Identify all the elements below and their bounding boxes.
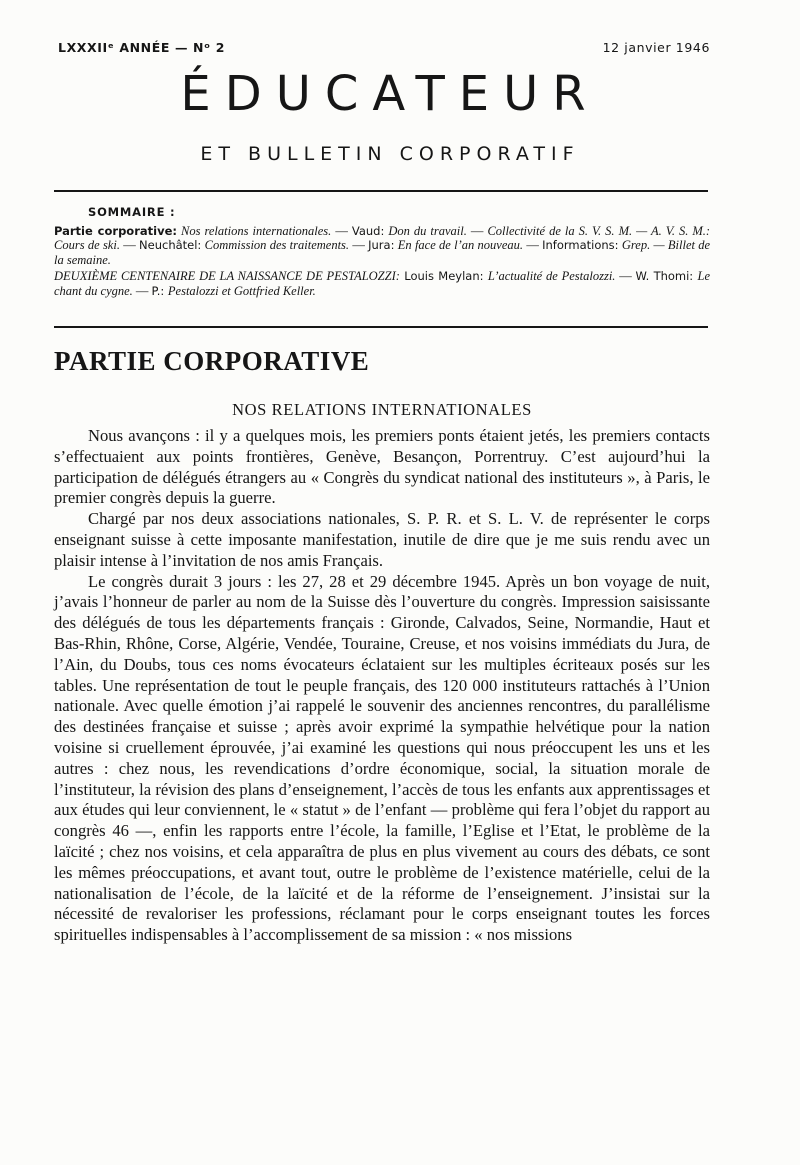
contents-author: P.: <box>151 283 168 298</box>
bottom-divider <box>54 326 708 328</box>
contents-item: Pestalozzi et Gottfried Keller. <box>167 283 316 298</box>
separator: — <box>132 283 152 298</box>
separator: — <box>349 238 369 252</box>
contents-entry-pestalozzi <box>54 269 710 298</box>
contents-item: L’actualité de Pestalozzi. <box>487 269 616 283</box>
separator: — <box>119 238 140 252</box>
contents-item: Nos relations internationales. <box>181 223 332 238</box>
table-of-contents <box>54 205 710 300</box>
contents-section-label: Partie corporative: <box>54 223 177 238</box>
masthead-subtitle: ET BULLETIN CORPORATIF <box>200 143 580 165</box>
running-header <box>58 40 710 58</box>
article-body <box>54 426 710 946</box>
sommaire-label: SOMMAIRE : <box>88 205 176 219</box>
contents-region-label: Neuchâtel: <box>139 238 202 252</box>
masthead-title: ÉDUCATEUR <box>180 66 600 122</box>
article-title: NOS RELATIONS INTERNATIONALES <box>232 400 532 419</box>
contents-region-label: Informations: <box>542 238 619 252</box>
contents-entry-corporative <box>54 224 710 268</box>
body-paragraph: Le congrès durait 3 jours : les 27, 28 et 29 décembre 1945. Après un bon voyage de nuit, j’avais l’honneur de parler au nom de la Suisse dès l’ouverture du congrès. Impression saisissante des délégués de tous les départements français : Gironde, Calvados, Seine, Normandie, Haut et Bas-Rhin, Rhône, Corse, Algérie, Vendée, Touraine, Creuse, et nos voisins immédiats du Jura, de l’Ain, du Doubs, tous ces noms évocateurs éclataient sur les multiples écriteaux posés sur les tables. Une représentation de tout le peuple français, des 120 000 instituteurs rattachés à l’Union nationale. Avec quelle émotion j’ai rappelé le souvenir des anciennes rencontres, du parallélisme des destinées française et suisse ; après avoir exprimé la sympathie helvétique pour la nation voisine si cruellement éprouvée, j’ai examiné les questions qui nous préoccupent les uns et les autres : chez nous, les revendications d’ordre économique, social, la situation morale de l’instituteur, la révision des plans d’enseignement, l’accès de tous les enfants aux apprentissages et aux études qui leur conviennent, le « statut » de l’enfant — problème qui fera l’objet du rapport au congrès 46 —, enfin les rapports entre l’école, la famille, l’Eglise et l’Etat, le problème de la laïcité ; chez nos voisins, et cela apparaîtra de plus en plus vivement au cours des débats, ce sont les mêmes préoccupations, et avant tout, outre le problème de l’existence matérielle, celui de la nationalisation de l’école, de la laïcité et de la réforme de l’enseignement. J’insistai sur la nécessité de revaloriser les professions, réclamant pour le corps enseignant toutes les forces spirituelles indispensables à l’accomplissement de sa mission : « nos missions <box>54 571 710 945</box>
contents-author: Louis Meylan: <box>399 269 488 283</box>
issue-number: LXXXIIᵉ ANNÉE — Nᵒ 2 <box>58 40 226 55</box>
contents-author: W. Thomi: <box>635 269 698 283</box>
top-divider <box>54 190 708 192</box>
contents-item: Le chant du cygne. <box>54 269 711 298</box>
contents-region-label: Jura: <box>368 238 395 252</box>
separator: — <box>523 238 543 252</box>
contents-item: Don du travail. <box>388 223 467 238</box>
issue-date: 12 janvier 1946 <box>602 40 710 55</box>
separator: — <box>466 223 488 238</box>
contents-item: Grep. — Billet de la semaine. <box>54 238 711 267</box>
contents-item: Collectivité de la S. V. S. M. — A. V. S. M.: Cours de ski. <box>54 223 711 252</box>
separator: — <box>331 223 352 238</box>
contents-section-label: DEUXIÈME CENTENAIRE DE LA NAISSANCE DE PESTALOZZI: <box>54 269 400 283</box>
contents-region-label: Vaud: <box>351 223 385 238</box>
section-heading: PARTIE CORPORATIVE <box>54 346 370 376</box>
separator: — <box>615 269 636 283</box>
body-paragraph: Nous avançons : il y a quelques mois, les premiers ponts étaient jetés, les premiers contacts s’effectuaient aux points frontières, Genève, Besançon, Porrentruy. C’est aujourd’hui la participation de délégués étrangers au « Congrès du syndicat national des instituteurs », à Paris, le premier congrès depuis la guerre. <box>54 426 710 508</box>
contents-item: En face de l’an nouveau. <box>397 238 524 252</box>
contents-item: Commission des traitements. <box>204 238 350 252</box>
body-paragraph: Chargé par nos deux associations nationales, S. P. R. et S. L. V. de représenter le corps enseignant suisse à cette imposante manifestation, inutile de dire que je me suis rendu avec un plaisir intense à l’invitation de nos amis Français. <box>54 509 710 570</box>
